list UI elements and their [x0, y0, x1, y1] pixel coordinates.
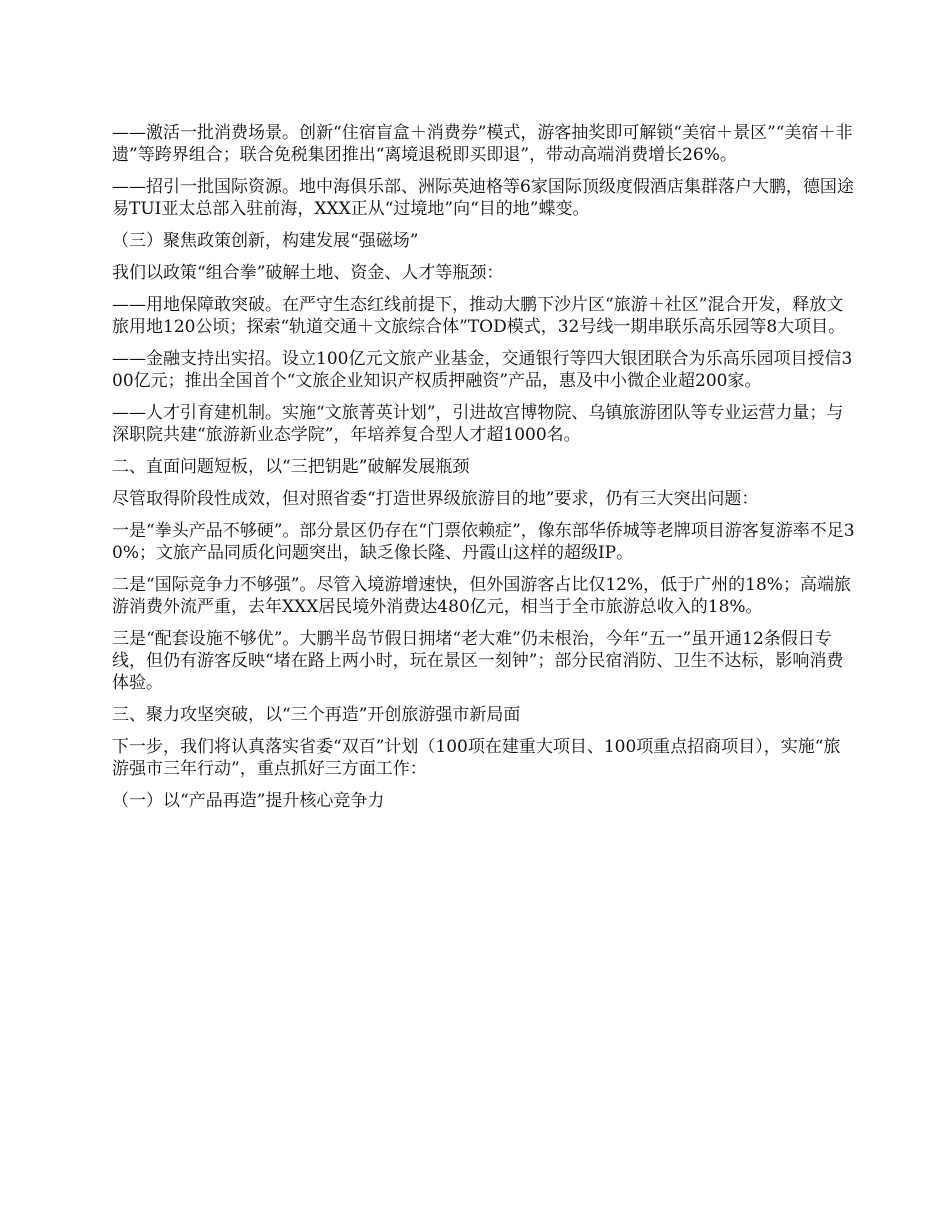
section-heading-problems: 二、直面问题短板，以“三把钥匙”破解发展瓶颈	[112, 457, 470, 477]
paragraph-policy-intro: 我们以政策“组合拳”破解土地、资金、人才等瓶颈：	[112, 263, 504, 283]
paragraph-problem-two: 二是“国际竞争力不够强”。尽管入境游增速快，但外国游客占比仅12%，低于广州的18%；高端旅游消费外流严重，去年XXX居民境外消费达480亿元，相当于全市旅游总收入的18%。	[112, 575, 851, 617]
subsection-heading-product: （一）以“产品再造”提升核心竞争力	[112, 791, 385, 811]
section-heading-policy-innovation: （三）聚焦政策创新，构建发展“强磁场”	[112, 231, 419, 251]
paragraph-next-steps: 下一步，我们将认真落实省委“双百”计划（100项在建重大项目、100项重点招商项目），实施“旅游强市三年行动”，重点抓好三方面工作：	[112, 737, 841, 779]
section-heading-breakthrough: 三、聚力攻坚突破，以“三个再造”开创旅游强市新局面	[112, 705, 521, 725]
paragraph-consumption-scenes: ——激活一批消费场景。创新“住宿盲盒＋消费券”模式，游客抽奖即可解锁“美宿＋景区”“美宿＋非遗”等跨界组合；联合免税集团推出“离境退税即买即退”，带动高端消费增长26%。	[112, 123, 853, 165]
paragraph-land-use: ——用地保障敢突破。在严守生态红线前提下，推动大鹏下沙片区“旅游＋社区”混合开发，释放文旅用地120公顷；探索“轨道交通＋文旅综合体”TOD模式，32号线一期串联乐高乐园等8大项目。	[112, 295, 846, 337]
paragraph-talent: ——人才引育建机制。实施“文旅菁英计划”，引进故宫博物院、乌镇旅游团队等专业运营力量；与深职院共建“旅游新业态学院”，年培养复合型人才超1000名。	[112, 403, 844, 445]
paragraph-problems-intro: 尽管取得阶段性成效，但对照省委“打造世界级旅游目的地”要求，仍有三大突出问题：	[112, 489, 759, 509]
paragraph-problem-one: 一是“拳头产品不够硬”。部分景区仍存在“门票依赖症”，像东部华侨城等老牌项目游客复游率不足30%；文旅产品同质化问题突出，缺乏像长隆、丹霞山这样的超级IP。	[112, 521, 855, 563]
paragraph-financial-support: ——金融支持出实招。设立100亿元文旅产业基金，交通银行等四大银团联合为乐高乐园项目授信300亿元；推出全国首个“文旅企业知识产权质押融资”产品，惠及中小微企业超200家。	[112, 349, 853, 391]
paragraph-international-resources: ——招引一批国际资源。地中海俱乐部、洲际英迪格等6家国际顶级度假酒店集群落户大鹏，德国途易TUI亚太总部入驻前海，XXX正从“过境地”向“目的地”蝶变。	[112, 177, 854, 219]
document-body	[112, 122, 857, 822]
paragraph-problem-three: 三是“配套设施不够优”。大鹏半岛节假日拥堵“老大难”仍未根治，今年“五一”虽开通12条假日专线，但仍有游客反映“堵在路上两小时，玩在景区一刻钟”；部分民宿消防、卫生不达标，影响消费体验。	[112, 629, 844, 693]
